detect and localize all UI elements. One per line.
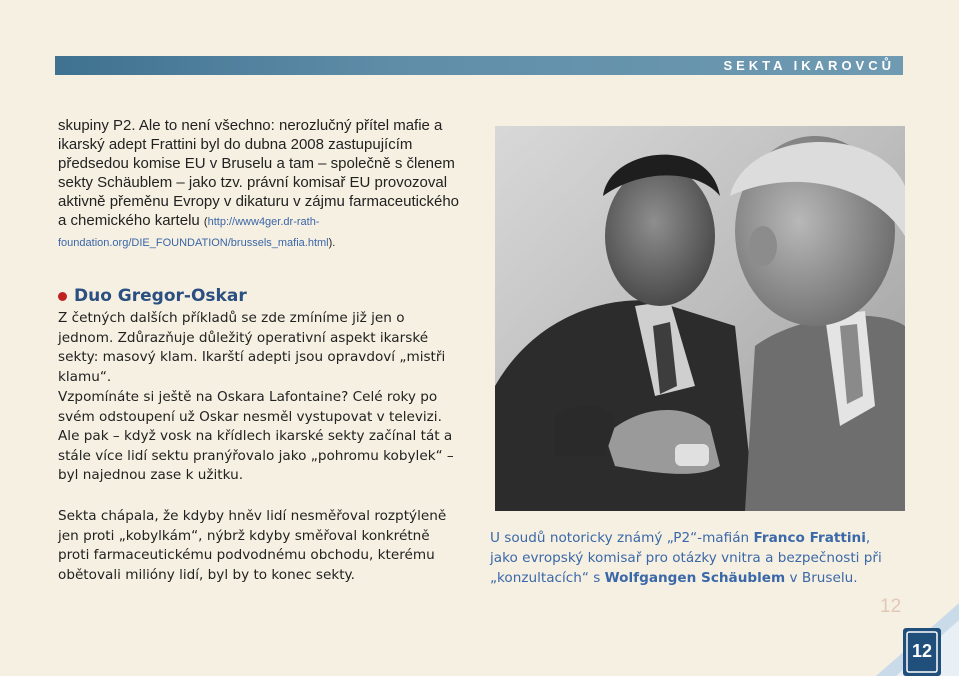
paragraph-2 [58,388,458,486]
link-open: ( [203,216,208,228]
caption-name1: Franco Frattini [753,530,866,546]
caption-part1: U soudů notoricky známý „P2“-mafián [490,530,754,546]
photo-caption [490,528,890,588]
paragraph-text: Vzpomínáte si ještě na Oskara Lafontaine? Celé roky po svém odstoupení už Oskar nesměl vystupovat v televizi. Ale pak – když vosk na křídlech ikarské sekty začínal tát a stále více lidí sektu pranýřovalo jako „pohromu kobylek“ – byl najednou zase k užitku. [58,389,454,483]
page-number: 12 [911,641,933,661]
paragraph-1 [58,309,458,387]
source-link[interactable]: http://www4ger.dr-rath-foundation.org/DIE_FOUNDATION/brussels_mafia.html [58,216,329,249]
caption-part2: , jako evropský komisař pro otázky vnitra a bezpečnosti při „konzultacích“ s [490,530,882,586]
bullet-icon [58,292,67,301]
intro-paragraph [58,116,468,253]
photo-frattini-schaeuble [495,126,905,511]
caption-part3: v Bruselu. [785,570,858,586]
intro-text: skupiny P2. Ale to není všechno: nerozlučný přítel mafie a ikarský adept Frattini byl do dubna 2008 zastupujícím předsedou komise EU v Bruselu a tam – společně s členem sekty Schäublem – jako tzv. právní komisař EU provozoval aktivně přeměnu Evropy v dikaturu v zájmu farmaceutického a chemického kartelu [58,117,460,229]
section-header-bar [55,56,903,75]
section-heading [58,286,247,306]
page-corner-tab [876,603,959,676]
caption-name2: Wolfgangen Schäublem [604,570,786,586]
section-title: SEKTA IKAROVCŮ [723,58,895,73]
paragraph-text: Sekta chápala, že kdyby hněv lidí nesměřoval rozptýleně jen proti „kobylkám“, nýbrž kdyby směřoval konkrétně proti farmaceutickému podvodnému obchodu, kterému obětovali milióny lidí, byl by to konec sekty. [58,508,447,583]
paragraph-text: Z četných dalších příkladů se zde zmíníme již jen o jednom. Zdůrazňuje důležitý operativní aspekt ikarské sekty: masový klam. Ikarští adepti jsou opravdoví „mistři klamu“. [58,310,446,385]
heading-text: Duo Gregor-Oskar [74,286,247,306]
link-close: ). [328,237,336,249]
photo-image [495,126,905,511]
paragraph-3 [58,507,458,585]
page-number-ghost: 12 [880,596,902,617]
